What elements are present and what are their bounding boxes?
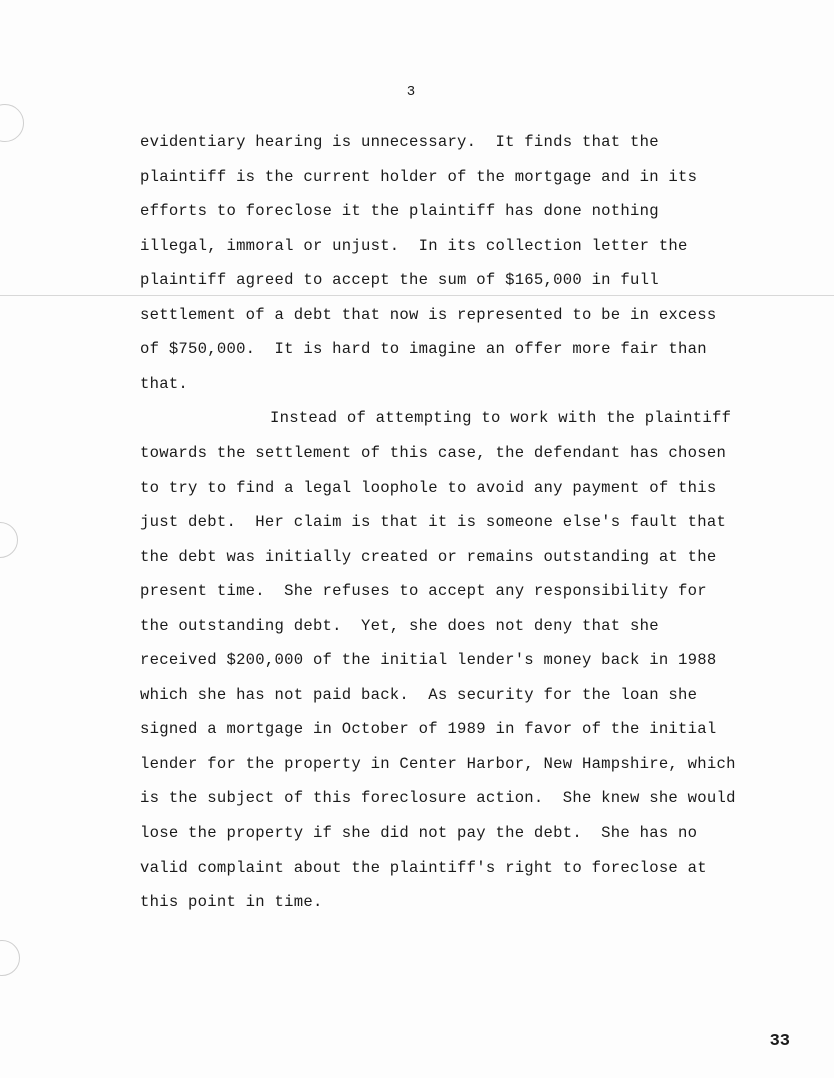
text-line: efforts to foreclose it the plaintiff has done nothing (140, 202, 659, 221)
text-line: Instead of attempting to work with the plaintiff (270, 409, 732, 428)
text-line: present time. She refuses to accept any responsibility for (140, 582, 707, 601)
scan-artifact-arc-bottom (0, 940, 20, 976)
text-line: lose the property if she did not pay the debt. She has no (140, 824, 698, 842)
text-line: illegal, immoral or unjust. In its collection letter the (140, 236, 688, 255)
text-line: valid complaint about the plaintiff's right to foreclose at (140, 858, 707, 877)
page-number: 3 (406, 84, 416, 100)
text-line: just debt. Her claim is that it is someone else's fault that (140, 513, 727, 532)
scan-artifact-arc-middle (0, 522, 18, 558)
text-line: plaintiff is the current holder of the mortgage and in its (140, 167, 698, 186)
text-line: which she has not paid back. As security for the loan she (140, 685, 698, 704)
text-line: is the subject of this foreclosure action. She knew she would (140, 789, 736, 808)
text-line: the outstanding debt. Yet, she does not deny that she (140, 616, 659, 635)
text-line: signed a mortgage in October of 1989 in favor of the initial (140, 720, 717, 739)
page-corner-mark: 33 (769, 1032, 790, 1051)
text-line: this point in time. (140, 893, 323, 912)
text-line: towards the settlement of this case, the defendant has chosen (140, 443, 727, 462)
text-line: evidentiary hearing is unnecessary. It finds that the (140, 133, 659, 151)
scan-artifact-line (0, 295, 834, 296)
text-line: of $750,000. It is hard to imagine an offer more fair than (140, 340, 707, 359)
scan-artifact-arc-top (0, 104, 24, 142)
text-line: lender for the property in Center Harbor, New Hampshire, which (140, 754, 736, 773)
text-line: settlement of a debt that now is represented to be in excess (140, 305, 717, 324)
text-line: to try to find a legal loophole to avoid any payment of this (140, 478, 717, 497)
text-line: that. (140, 374, 189, 393)
text-line: received $200,000 of the initial lender's money back in 1988 (140, 651, 717, 670)
text-line: plaintiff agreed to accept the sum of $165,000 in full (140, 271, 659, 290)
text-line: the debt was initially created or remains outstanding at the (140, 547, 717, 566)
